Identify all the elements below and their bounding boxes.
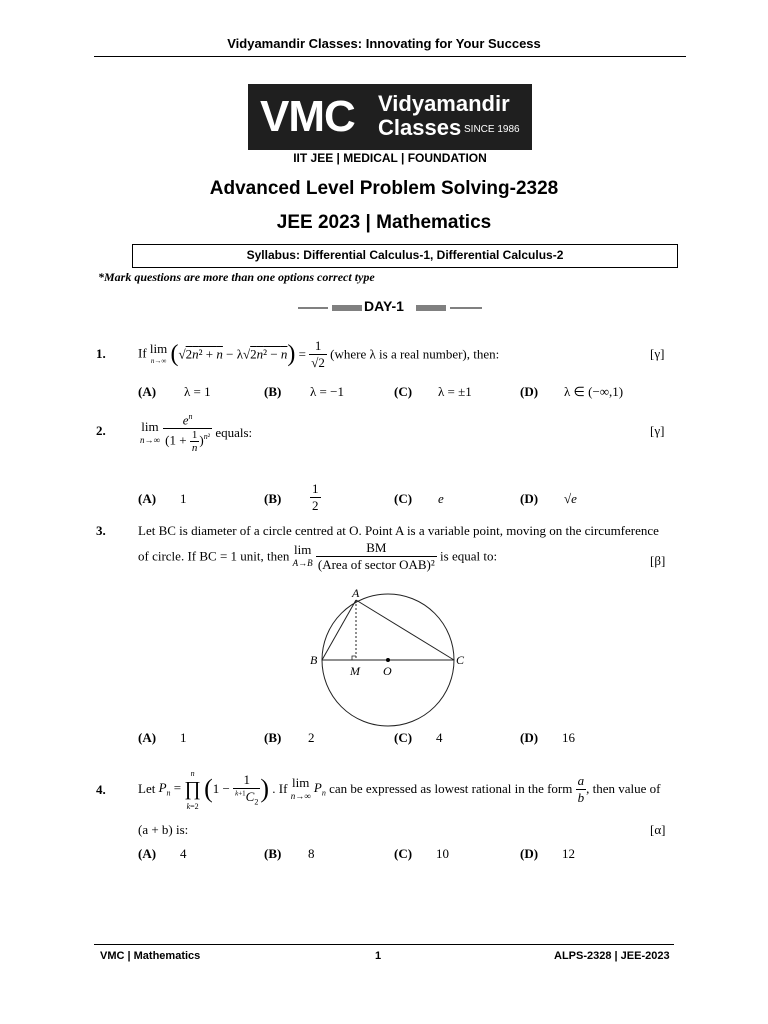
logo-mark: VMC [260, 92, 355, 141]
product-symbol: n ∏ k=2 [184, 769, 201, 811]
q4-option-b-label: (B) [264, 846, 282, 861]
fraction-bm-numerator: BM [316, 540, 437, 557]
q1-option-c-value: λ = ±1 [438, 384, 472, 399]
question-4-tail: , then value of [586, 781, 661, 796]
q3-option-d-value: 16 [562, 730, 575, 745]
footer-divider [94, 944, 674, 945]
question-3-line1: Let BC is diameter of a circle centred at O. Point A is a variable point, moving on the circumference [138, 523, 659, 538]
q2-option-a-value: 1 [180, 491, 187, 506]
q2-option-d-label: (D) [520, 491, 539, 506]
q2-option-c-label: (C) [394, 491, 413, 506]
question-2-number: 2. [96, 423, 106, 438]
question-4-number: 4. [96, 782, 106, 797]
q2-option-c-value: e [438, 491, 444, 506]
fraction-one-over-combination: $\frac{1}{^{k+1}C_2}$ [235, 771, 259, 807]
question-4-mid2: can be expressed as lowest rational in the form [329, 781, 573, 796]
question-4-mid: . If [272, 781, 288, 796]
question-3-line2-head: of circle. If BC = 1 unit, then [138, 548, 290, 564]
question-3-tag: [β] [650, 553, 666, 568]
q2-option-d-value: √e [564, 491, 577, 506]
question-1-if: If [138, 345, 147, 361]
label-b: B [310, 653, 318, 667]
logo-since: SINCE 1986 [464, 124, 520, 135]
q1-option-a-label: (A) [138, 384, 157, 399]
q4-option-a-label: (A) [138, 846, 157, 861]
q4-option-d-value: 12 [562, 846, 575, 861]
q4-option-d-label: (D) [520, 846, 539, 861]
label-c: C [456, 653, 465, 667]
question-1-tail: (where λ is a real number), then: [330, 346, 500, 362]
day-right-rule [416, 304, 482, 312]
q4-option-b-value: 8 [308, 846, 315, 861]
q2-option-b-label: (B) [264, 491, 282, 506]
header-divider [94, 56, 686, 57]
q3-option-b-label: (B) [264, 730, 282, 745]
q3-option-a-label: (A) [138, 730, 157, 745]
q1-option-a-value: λ = 1 [184, 384, 211, 399]
fraction-a-over-b: $\frac{a}{b}$ [577, 772, 585, 805]
question-4-let: Let [138, 781, 156, 796]
q2-option-a-label: (A) [138, 491, 157, 506]
q3-option-c-label: (C) [394, 730, 413, 745]
question-1-text: If lim n→∞ (√2n² + n − λ√2n² − n) = $\frac{1}{√2}$ (where λ is a real number), then: [138, 338, 500, 370]
question-1-number: 1. [96, 346, 106, 361]
label-o: O [383, 664, 392, 678]
q2-option-b-value [310, 481, 321, 514]
fraction-e-over-power: $e^n$ (1 + $\frac{1}{n}$ )$^{n^2}$ [165, 412, 211, 455]
q1-option-d-label: (D) [520, 384, 539, 399]
question-4-line2: (a + b) is: [138, 822, 189, 837]
q4-option-c-value: 10 [436, 846, 449, 861]
label-a: A [352, 586, 360, 600]
logo-tagline: IIT JEE | MEDICAL | FOUNDATION [293, 151, 487, 165]
q4-option-a-value: 4 [180, 846, 187, 861]
question-3-line2-tail: is equal to: [440, 548, 498, 564]
page-number: 1 [375, 950, 382, 962]
limit-1: lim n→∞ [149, 340, 168, 365]
center-point [386, 658, 390, 662]
question-3-line2 [138, 540, 497, 573]
right-angle-mark [352, 656, 356, 660]
q1-option-c-label: (C) [394, 384, 413, 399]
question-2-tail: equals: [215, 425, 253, 441]
limit-3: lim A→B [292, 542, 313, 568]
segment-ab [322, 600, 356, 660]
fraction-1-over-root2: $\frac{1}{√2}$ [311, 338, 325, 370]
q3-option-b-value: 2 [308, 730, 315, 745]
q1-option-b-label: (B) [264, 384, 282, 399]
question-2-text [140, 412, 252, 454]
logo-name-line1: Vidyamandir [378, 91, 510, 116]
fraction-bm-over-area [316, 540, 437, 573]
label-m: M [350, 664, 360, 678]
question-1-tag: [γ] [650, 346, 665, 361]
question-4-tag: [α] [650, 822, 666, 837]
fraction-area-denominator: (Area of sector OAB)² [317, 557, 435, 572]
limit-2: lim n→∞ [140, 418, 160, 445]
limit-4: lim n→∞ [290, 774, 311, 801]
vmc-logo [248, 84, 532, 150]
page-title: Advanced Level Problem Solving-2328 [209, 178, 559, 199]
q3-option-c-value: 4 [436, 730, 443, 745]
day-heading [0, 298, 768, 316]
syllabus-box: Syllabus: Differential Calculus-1, Differential Calculus-2 [132, 244, 678, 268]
fraction-one-half: $\frac{1}{2}$ [312, 481, 319, 513]
q3-option-d-label: (D) [520, 730, 539, 745]
q1-option-b-value: λ = −1 [310, 384, 344, 399]
page-header: Vidyamandir Classes: Innovating for Your Success [227, 36, 541, 51]
q1-option-d-value: λ ∈ (−∞,1) [564, 384, 624, 399]
page-subtitle: JEE 2023 | Mathematics [276, 212, 492, 233]
logo-name-line2: Classes [378, 115, 462, 140]
circle-figure [304, 584, 468, 730]
q4-option-c-label: (C) [394, 846, 413, 861]
day-label: DAY-1 [364, 298, 404, 314]
footer-left: VMC | Mathematics [100, 950, 201, 962]
day-left-rule [298, 304, 362, 312]
question-3-number: 3. [96, 523, 106, 538]
question-2-tag: [γ] [650, 423, 665, 438]
q3-option-a-value: 1 [180, 730, 187, 745]
segment-ac [356, 600, 454, 660]
footer-right: ALPS-2328 | JEE-2023 [554, 950, 670, 962]
note-text: *Mark questions are more than one options correct type [98, 270, 375, 284]
question-4-line1: Let $P_n = n$ ∏ k=2 (1 − $\frac{1}{^{k+1}C_2}$ ) . If lim n→∞ $P_n$ can be expressed as lowest rational in the form $\frac{a}{b}$ , then value of [138, 766, 661, 812]
